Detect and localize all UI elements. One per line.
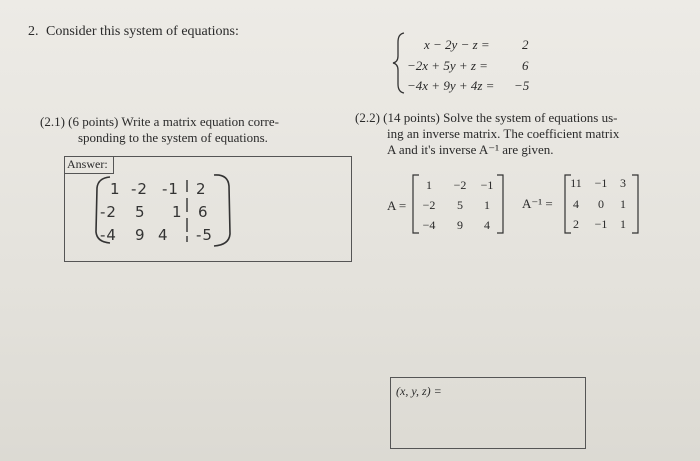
matrix-A-r3c2: 9 [457, 218, 463, 232]
hand-r1-c4: 2 [196, 180, 207, 198]
matrix-A-r3c1: −4 [422, 218, 436, 232]
part-2-2-line-2: ing an inverse matrix. The coefficient matrix [387, 126, 620, 141]
hand-r3-c4: -5 [196, 226, 213, 244]
hand-r3-c2: 9 [135, 226, 146, 244]
equation-1: x − 2y − z = [424, 37, 490, 52]
part-2-2-line-3: A and it's inverse A⁻¹ are given. [387, 142, 554, 157]
question-prompt: Consider this system of equations: [46, 24, 239, 39]
matrix-A-inv-r2c3: 1 [620, 197, 626, 211]
hand-r2-c1: -2 [100, 203, 117, 221]
hand-r2-c2: 5 [135, 203, 146, 221]
hand-r3-c3: 4 [158, 226, 169, 244]
matrix-A-inv-right-bracket [631, 174, 639, 234]
matrix-A-inv-r2c2: 0 [598, 197, 604, 211]
part-2-1-line-1: (2.1) (6 points) Write a matrix equation corre- [40, 114, 279, 129]
matrix-A-inv-label: A⁻¹ = [522, 196, 553, 211]
hand-r2-c4: 6 [198, 203, 209, 221]
matrix-A-r1c1: 1 [426, 178, 432, 192]
answer-label: Answer: [67, 157, 108, 171]
hand-r3-c1: -4 [100, 226, 117, 244]
matrix-A-left-bracket [412, 174, 420, 234]
matrix-A-inv-r1c3: 3 [620, 176, 626, 190]
matrix-A-r1c3: −1 [480, 178, 494, 192]
hand-r1-c1: 1 [110, 180, 121, 198]
solution-label: (x, y, z) = [396, 384, 442, 398]
equation-3: −4x + 9y + 4z = [407, 78, 495, 93]
equation-3-rhs: −5 [514, 78, 530, 93]
part-2-2-line-1: (2.2) (14 points) Solve the system of equations us- [355, 110, 618, 125]
part-2-1-line-2: sponding to the system of equations. [78, 130, 268, 145]
matrix-A-r1c2: −2 [453, 178, 467, 192]
matrix-A-inv-r1c1: 11 [570, 176, 582, 190]
matrix-A-r3c3: 4 [484, 218, 490, 232]
matrix-A-r2c1: −2 [422, 198, 436, 212]
equation-1-rhs: 2 [522, 37, 529, 52]
matrix-A-label: A = [387, 198, 407, 213]
question-number: 2. [28, 24, 39, 39]
handwritten-right-bracket [210, 172, 232, 248]
system-brace [392, 32, 406, 94]
matrix-A-r2c3: 1 [484, 198, 490, 212]
hand-r1-c3: -1 [162, 180, 179, 198]
hand-r2-c3: 1 [172, 203, 183, 221]
matrix-A-inv-r1c2: −1 [594, 176, 608, 190]
hand-r1-c2: -2 [131, 180, 148, 198]
handwritten-augment-bar [184, 178, 190, 244]
equation-2: −2x + 5y + z = [407, 58, 488, 73]
matrix-A-inv-r3c2: −1 [594, 217, 608, 231]
matrix-A-r2c2: 5 [457, 198, 463, 212]
matrix-A-right-bracket [496, 174, 504, 234]
matrix-A-inv-r3c1: 2 [573, 217, 579, 231]
equation-2-rhs: 6 [522, 58, 529, 73]
matrix-A-inv-r3c3: 1 [620, 217, 626, 231]
matrix-A-inv-r2c1: 4 [573, 197, 579, 211]
